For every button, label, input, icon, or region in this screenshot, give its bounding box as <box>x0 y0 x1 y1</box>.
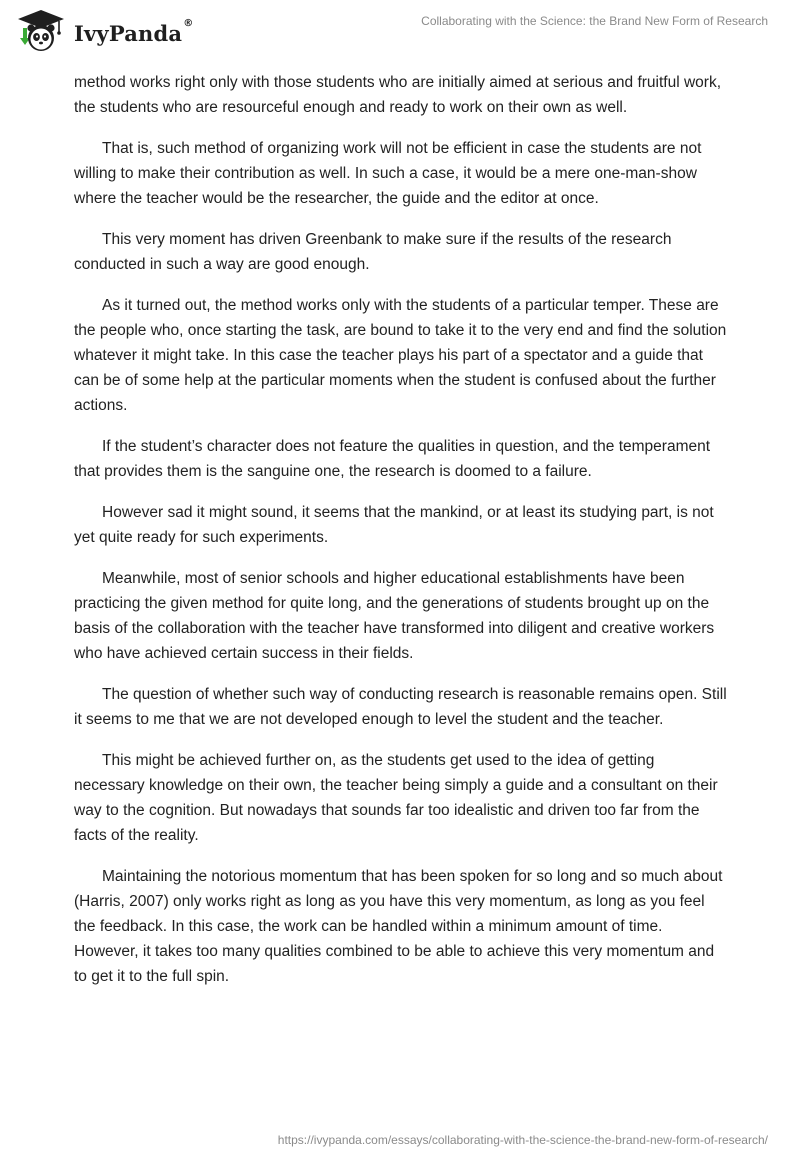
paragraph: Meanwhile, most of senior schools and higher educational establishments have been practicing the given method for quite long, and the generations of students brought up on the basis of the collaboration with the teacher have transformed into diligent and creative workers who have achieved certain success in their fields. <box>74 570 715 662</box>
paragraph: That is, such method of organizing work will not be efficient in case the students are not willing to make their contribution as well. In such a case, it would be a mere one-man-show where the teacher would be the researcher, the guide and the editor at once. <box>74 140 702 207</box>
paragraph: Maintaining the notorious momentum that has been spoken for so long and so much about (Harris, 2007) only works right as long as you have this very momentum, as long as you feel the feedback. In this case, the work can be handled within a minimum amount of time. However, it takes too many qualities combined to be able to achieve this very momentum and to get it to the full spin. <box>74 868 723 985</box>
registered-mark: ® <box>183 17 194 29</box>
paragraph: If the student’s character does not feature the qualities in question, and the temperament that provides them is the sanguine one, the research is doomed to a failure. <box>74 438 711 480</box>
paragraph: method works right only with those students who are initially aimed at serious and fruitful work, the students who are resourceful enough and ready to work on their own as well. <box>74 74 721 116</box>
source-url[interactable]: https://ivypanda.com/essays/collaborating-with-the-science-the-brand-new-form-of-research/ <box>277 1133 768 1147</box>
paragraph: The question of whether such way of conducting research is reasonable remains open. Still it seems to me that we are not developed enough to level the student and the teacher. <box>74 686 727 728</box>
paragraph: As it turned out, the method works only with the students of a particular temper. These are the people who, once starting the task, are bound to take it to the very end and find the solution whatever it might take. In this case the teacher plays his part of a spectator and a guide that can be of some help at the particular moments when the student is confused about the further actions. <box>74 297 727 414</box>
paragraph: However sad it might sound, it seems that the mankind, or at least its studying part, is not yet quite ready for such experiments. <box>74 504 714 546</box>
ivypanda-logo[interactable] <box>14 8 193 54</box>
document-title: Collaborating with the Science: the Brand New Form of Research <box>421 14 768 28</box>
paragraph: This very moment has driven Greenbank to make sure if the results of the research conducted in such a way are good enough. <box>74 231 672 273</box>
essay-body <box>74 70 728 1005</box>
logo-text: IvyPanda® <box>74 17 194 46</box>
paragraph: This might be achieved further on, as the students get used to the idea of getting necessary knowledge on their own, the teacher being simply a guide and a consultant on their way to the cognition. But nowadays that sounds far too idealistic and driven too far from the facts of the reality. <box>74 752 718 844</box>
page-header <box>0 0 800 60</box>
panda-graduation-cap-icon <box>14 8 68 54</box>
